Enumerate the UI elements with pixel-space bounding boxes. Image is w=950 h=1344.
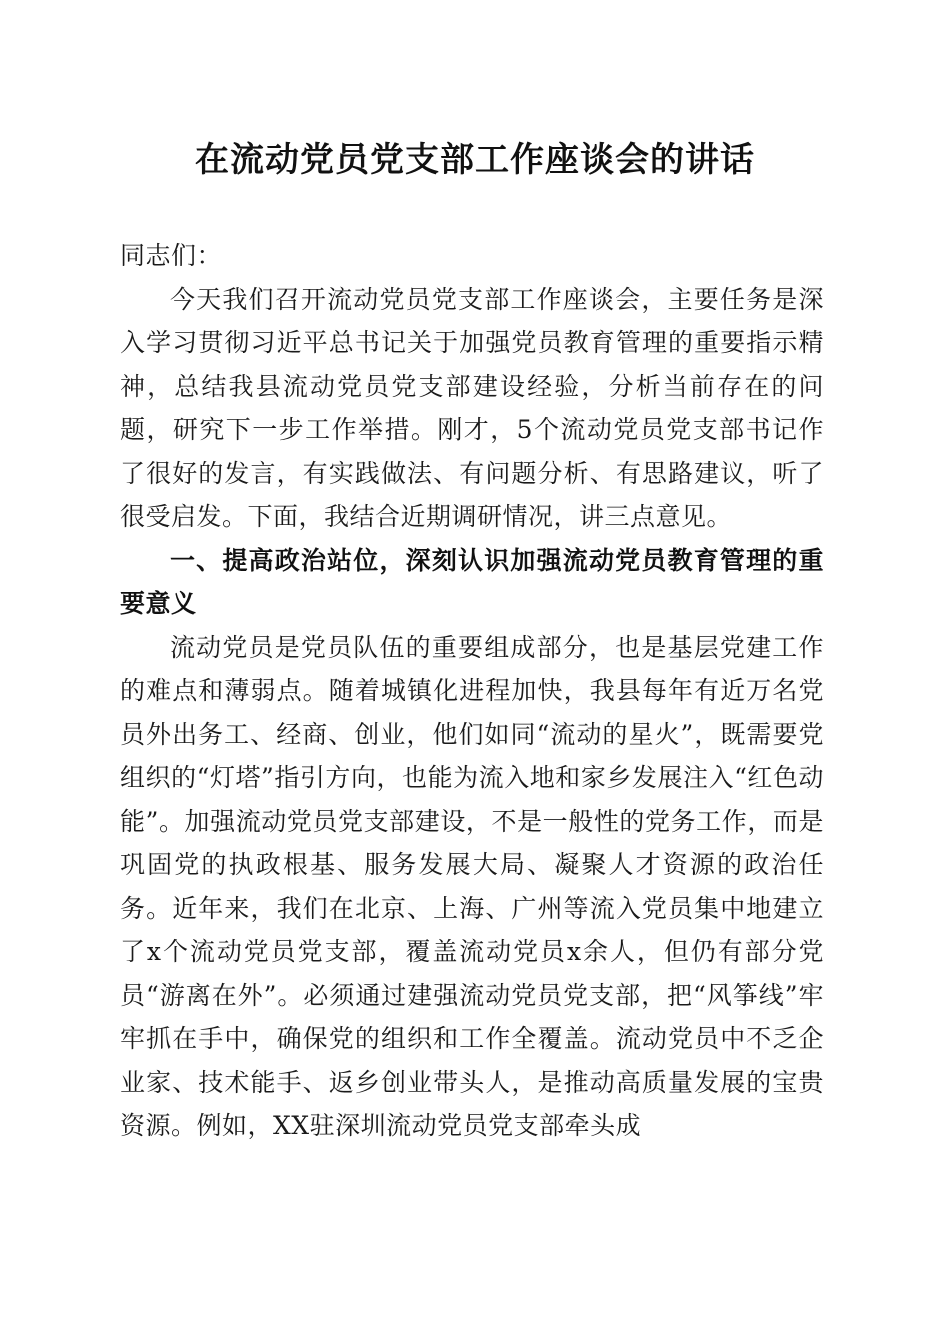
section-heading-1: 一、提高政治站位，深刻认识加强流动党员教育管理的重要意义 <box>120 545 824 618</box>
greeting: 同志们： <box>120 241 223 270</box>
intro-paragraph: 今天我们召开流动党员党支部工作座谈会，主要任务是深入学习贯彻习近平总书记关于加强党员教育管理的重要指示精神，总结我县流动党员党支部建设经验，分析当前存在的问题，研究下一步工作举措。刚才，5个流动党员党支部书记作了很好的发言，有实践做法、有问题分析、有思路建议，听了很受启发。下面，我结合近期调研情况，讲三点意见。 <box>120 284 824 531</box>
document-title: 在流动党员党支部工作座谈会的讲话 <box>195 140 755 180</box>
document-body <box>120 234 824 1148</box>
section-1-paragraph: 流动党员是党员队伍的重要组成部分，也是基层党建工作的难点和薄弱点。随着城镇化进程加快，我县每年有近万名党员外出务工、经商、创业，他们如同“流动的星火”，既需要党组织的“灯塔”指引方向，也能为流入地和家乡发展注入“红色动能”。加强流动党员党支部建设，不是一般性的党务工作，而是巩固党的执政根基、服务发展大局、凝聚人才资源的政治任务。近年来，我们在北京、上海、广州等流入党员集中地建立了x个流动党员党支部，覆盖流动党员x余人，但仍有部分党员“游离在外”。必须通过建强流动党员党支部，把“风筝线”牢牢抓在手中，确保党的组织和工作全覆盖。流动党员中不乏企业家、技术能手、返乡创业带头人，是推动高质量发展的宝贵资源。例如，XX驻深圳流动党员党支部牵头成 <box>120 632 824 1140</box>
